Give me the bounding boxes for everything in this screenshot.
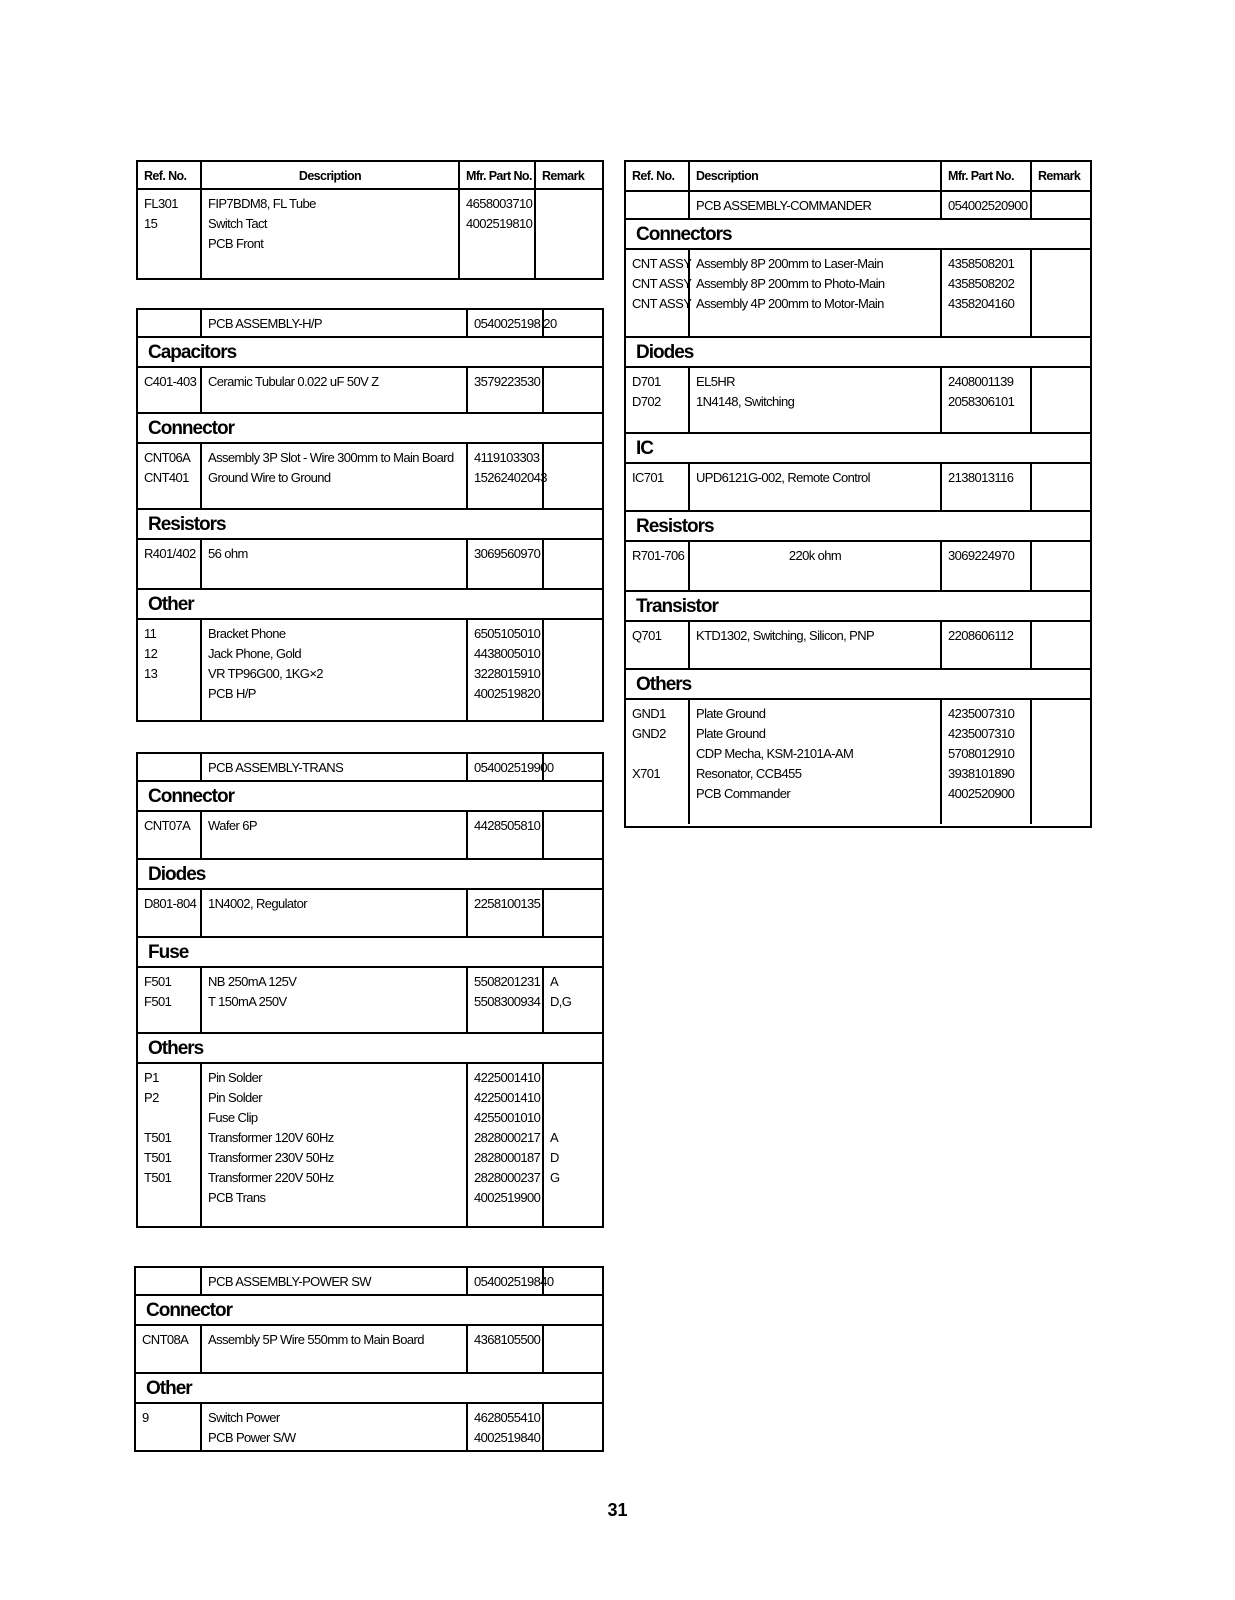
description-cell: CDP Mecha, KSM-2101A-AM: [696, 746, 854, 761]
part-cell: [466, 234, 528, 254]
description-cell: 56 ohm: [208, 546, 248, 561]
section-body: [138, 444, 602, 510]
section-title: Connector: [138, 782, 602, 812]
section-title: Connector: [136, 1296, 602, 1326]
part-cell: 2058306101: [948, 394, 1015, 409]
description-cell: PCB Trans: [208, 1190, 266, 1205]
description-cell: 1N4002, Regulator: [208, 896, 307, 911]
section-title: Other: [136, 1374, 602, 1404]
section-title: Resistors: [138, 510, 602, 540]
header-ref: Ref. No.: [626, 162, 690, 190]
ref-cell: [142, 1428, 194, 1448]
ref-cell: T501: [144, 1150, 172, 1165]
part-cell: 4255001010: [474, 1110, 541, 1125]
ref-cell: T501: [144, 1130, 172, 1145]
ref-cell: [632, 784, 682, 804]
section-title: Diodes: [138, 860, 602, 890]
assembly-description: PCB ASSEMBLY-COMMANDER: [690, 192, 942, 218]
ref-cell: [144, 684, 194, 704]
ref-cell: 15: [144, 216, 158, 231]
ref-cell: GND1: [632, 706, 666, 721]
page-number: 31: [607, 1500, 628, 1520]
assembly-row: [138, 754, 602, 782]
header-description: Description: [690, 162, 942, 190]
table-power-assembly: [134, 1266, 604, 1452]
part-cell: 3228015910: [474, 666, 541, 681]
description-cell: Transformer 220V 50Hz: [208, 1170, 334, 1185]
part-cell: 4225001410: [474, 1070, 541, 1085]
remark-cell: [550, 1068, 596, 1088]
description-cell: Assembly 8P 200mm to Laser-Main: [696, 256, 884, 271]
ref-cell: C401-403: [144, 374, 197, 389]
section-body: [138, 1064, 602, 1226]
description-cell: PCB H/P: [208, 686, 256, 701]
part-cell: 2828000237: [474, 1170, 541, 1185]
description-cell: Jack Phone, Gold: [208, 646, 302, 661]
ref-cell: F501: [144, 974, 172, 989]
part-cell: 4428505810: [474, 818, 541, 833]
table-front: [136, 160, 604, 280]
header-remark: Remark: [542, 169, 585, 183]
part-cell: 4658003710: [466, 196, 533, 211]
part-column: [460, 190, 536, 278]
section-body: [626, 700, 1090, 824]
assembly-part: 054002520900: [942, 192, 1032, 218]
ref-cell: [632, 744, 682, 764]
part-cell: 4002520900: [948, 786, 1015, 801]
ref-cell: P2: [144, 1090, 159, 1105]
description-cell: Transformer 120V 60Hz: [208, 1130, 334, 1145]
ref-cell: Q701: [632, 628, 662, 643]
description-cell: PCB Front: [208, 236, 264, 251]
description-cell: 1N4148, Switching: [696, 394, 795, 409]
ref-cell: D801-804: [144, 896, 197, 911]
description-cell: UPD6121G-002, Remote Control: [696, 470, 870, 485]
description-cell: Plate Ground: [696, 726, 766, 741]
ref-cell: CNT401: [144, 470, 189, 485]
section-body: [626, 464, 1090, 512]
part-cell: 6505105010: [474, 626, 541, 641]
remark-cell: [550, 1088, 596, 1108]
section-title: Resistors: [626, 512, 1090, 542]
section-body: [136, 1326, 602, 1374]
part-cell: 4002519820: [474, 686, 541, 701]
remark-cell: [550, 1188, 596, 1208]
description-cell: Fuse Clip: [208, 1110, 258, 1125]
part-cell: 4225001410: [474, 1090, 541, 1105]
description-cell: FIP7BDM8, FL Tube: [208, 196, 316, 211]
ref-cell: D701: [632, 374, 661, 389]
part-cell: 2138013116: [948, 470, 1014, 485]
remark-cell: D: [550, 1150, 559, 1165]
part-cell: 3579223530: [474, 374, 541, 389]
remark-cell: D,G: [550, 994, 572, 1009]
description-cell: Switch Tact: [208, 216, 267, 231]
part-cell: 2258100135: [474, 896, 541, 911]
description-cell: Resonator, CCB455: [696, 766, 802, 781]
section-body: [138, 890, 602, 938]
ref-cell: F501: [144, 994, 172, 1009]
ref-cell: [144, 1108, 194, 1128]
ref-cell: D702: [632, 394, 661, 409]
section-body: [138, 968, 602, 1034]
assembly-row: [626, 192, 1090, 220]
header-part-no: Mfr. Part No.: [460, 162, 536, 188]
part-cell: 4438005010: [474, 646, 541, 661]
table-hp-assembly: [136, 308, 604, 722]
part-cell: 4358204160: [948, 296, 1015, 311]
section-body: [626, 368, 1090, 434]
section-title: Capacitors: [138, 338, 602, 368]
description-cell: KTD1302, Switching, Silicon, PNP: [696, 628, 875, 643]
remark-cell: G: [550, 1170, 560, 1185]
section-body: [626, 542, 1090, 592]
section-title: Fuse: [138, 938, 602, 968]
description-cell: Pin Solder: [208, 1070, 262, 1085]
part-cell: 2208606112: [948, 628, 1014, 643]
ref-cell: P1: [144, 1070, 159, 1085]
section-body: [626, 622, 1090, 670]
section-body: [136, 1404, 602, 1450]
ref-cell: 11: [144, 626, 157, 641]
ref-cell: [144, 234, 194, 254]
description-cell: Pin Solder: [208, 1090, 262, 1105]
ref-cell: FL301: [144, 196, 178, 211]
section-title: Others: [138, 1034, 602, 1064]
ref-cell: R701-706: [632, 548, 685, 563]
ref-column: [138, 190, 202, 278]
ref-cell: X701: [632, 766, 660, 781]
assembly-part: 0540025198 20: [468, 310, 544, 336]
description-cell: Assembly 5P Wire 550mm to Main Board: [208, 1332, 424, 1347]
ref-cell: 12: [144, 646, 158, 661]
ref-cell: CNT ASSY: [632, 276, 692, 291]
part-cell: 15262402043: [474, 470, 547, 485]
description-cell: Assembly 8P 200mm to Photo-Main: [696, 276, 885, 291]
part-cell: 2828000187: [474, 1150, 541, 1165]
section-title: Other: [138, 590, 602, 620]
assembly-part: 054002519840: [468, 1268, 544, 1294]
ref-cell: CNT ASSY: [632, 256, 692, 271]
ref-cell: T501: [144, 1170, 172, 1185]
part-cell: 3938101890: [948, 766, 1015, 781]
ref-cell: CNT06A: [144, 450, 191, 465]
ref-cell: 9: [142, 1410, 149, 1425]
part-cell: 2828000217: [474, 1130, 541, 1145]
part-cell: 4628055410: [474, 1410, 541, 1425]
description-cell: Switch Power: [208, 1410, 280, 1425]
assembly-description: PCB ASSEMBLY-TRANS: [202, 754, 468, 780]
table-header: [626, 162, 1090, 192]
description-cell: Assembly 4P 200mm to Motor-Main: [696, 296, 884, 311]
section-body: [626, 250, 1090, 338]
part-cell: 4358508201: [948, 256, 1015, 271]
part-cell: 4235007310: [948, 726, 1015, 741]
section-body: [138, 540, 602, 590]
part-cell: 3069224970: [948, 548, 1015, 563]
description-cell: EL5HR: [696, 374, 735, 389]
remark-cell: A: [550, 1130, 559, 1145]
description-cell: T 150mA 250V: [208, 994, 287, 1009]
section-title: Connector: [138, 414, 602, 444]
description-cell: Assembly 3P Slot - Wire 300mm to Main Board: [208, 450, 454, 465]
ref-cell: CNT ASSY: [632, 296, 692, 311]
part-cell: 4358508202: [948, 276, 1015, 291]
part-cell: 4002519810: [466, 216, 533, 231]
table-commander-assembly: [624, 160, 1092, 828]
description-column: [202, 190, 460, 278]
description-cell: 220k ohm: [788, 548, 842, 563]
assembly-row: [138, 310, 602, 338]
ref-cell: GND2: [632, 726, 666, 741]
section-body: [138, 620, 602, 720]
table-header: [138, 162, 602, 190]
description-cell: PCB Power S/W: [208, 1430, 296, 1445]
header-remark: Remark: [1038, 169, 1081, 183]
assembly-description: PCB ASSEMBLY-H/P: [202, 310, 468, 336]
ref-cell: IC701: [632, 470, 664, 485]
description-cell: Bracket Phone: [208, 626, 286, 641]
part-cell: 3069560970: [474, 546, 541, 561]
table-trans-assembly: [136, 752, 604, 1228]
table-body: [138, 190, 602, 278]
part-cell: 4119103303: [474, 450, 540, 465]
description-cell: Plate Ground: [696, 706, 766, 721]
section-title: Diodes: [626, 338, 1090, 368]
part-cell: 5508201231: [474, 974, 541, 989]
part-cell: 4002519900: [474, 1190, 541, 1205]
section-body: [138, 812, 602, 860]
ref-cell: R401/402: [144, 546, 196, 561]
part-cell: 2408001139: [948, 374, 1014, 389]
assembly-part: 054002519900: [468, 754, 544, 780]
description-cell: Wafer 6P: [208, 818, 257, 833]
ref-cell: 13: [144, 666, 158, 681]
section-title: Transistor: [626, 592, 1090, 622]
section-body: [138, 368, 602, 414]
section-title: Others: [626, 670, 1090, 700]
header-description: Description: [202, 162, 460, 188]
part-cell: 5708012910: [948, 746, 1015, 761]
remark-cell: [550, 1108, 596, 1128]
section-title: IC: [626, 434, 1090, 464]
description-cell: Ceramic Tubular 0.022 uF 50V Z: [208, 374, 379, 389]
part-cell: 4235007310: [948, 706, 1015, 721]
description-cell: NB 250mA 125V: [208, 974, 297, 989]
part-cell: 4002519840: [474, 1430, 541, 1445]
ref-cell: [144, 1188, 194, 1208]
remark-cell: A: [550, 974, 559, 989]
description-cell: Transformer 230V 50Hz: [208, 1150, 334, 1165]
description-cell: VR TP96G00, 1KG×2: [208, 666, 323, 681]
part-cell: 5508300934: [474, 994, 541, 1009]
header-ref: Ref. No.: [138, 162, 202, 188]
ref-cell: CNT08A: [142, 1332, 189, 1347]
header-part-no: Mfr. Part No.: [942, 162, 1032, 190]
ref-cell: CNT07A: [144, 818, 191, 833]
section-title: Connectors: [626, 220, 1090, 250]
description-cell: Ground Wire to Ground: [208, 470, 331, 485]
remark-column: [536, 190, 602, 278]
description-cell: PCB Commander: [696, 786, 791, 801]
part-cell: 4368105500: [474, 1332, 541, 1347]
assembly-row: [136, 1268, 602, 1296]
assembly-description: PCB ASSEMBLY-POWER SW: [202, 1268, 468, 1294]
